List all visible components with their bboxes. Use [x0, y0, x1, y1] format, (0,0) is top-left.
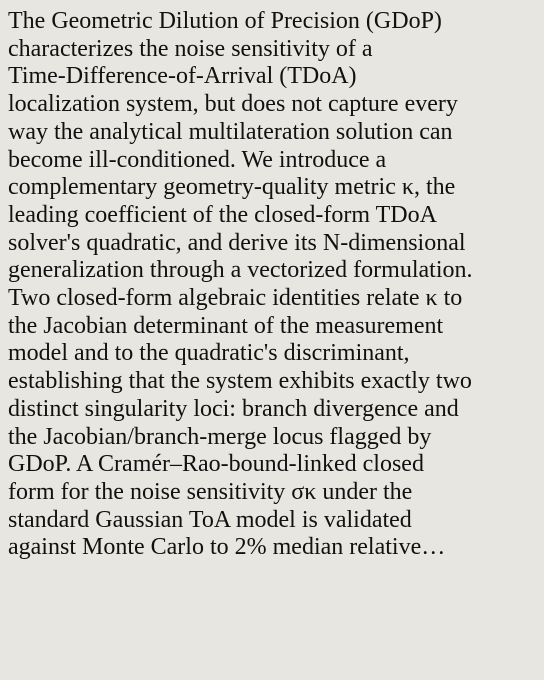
abstract-line: way the analytical multilateration solution can	[8, 118, 453, 145]
abstract-line: standard Gaussian ToA model is validated	[8, 506, 412, 533]
abstract-line: model and to the quadratic's discriminant,	[8, 340, 410, 367]
abstract-line: Two closed-form algebraic identities relate κ to	[8, 285, 463, 312]
abstract-paragraph	[8, 8, 544, 562]
abstract-line: establishing that the system exhibits exactly two	[8, 368, 472, 395]
abstract-line: the Jacobian determinant of the measurement	[8, 312, 444, 339]
abstract-line: the Jacobian/branch-merge locus flagged by	[8, 423, 432, 450]
abstract-line: complementary geometry-quality metric κ, the	[8, 174, 456, 201]
abstract-line: The Geometric Dilution of Precision (GDoP)	[8, 8, 442, 34]
abstract-line: localization system, but does not capture every	[8, 91, 458, 118]
abstract-line: GDoP. A Cramér–Rao-bound-linked closed	[8, 451, 424, 478]
abstract-line: leading coefficient of the closed-form TDoA	[8, 201, 437, 228]
abstract-line: become ill-conditioned. We introduce a	[8, 146, 387, 173]
abstract-line: solver's quadratic, and derive its N-dimensional	[8, 229, 466, 256]
abstract-line: generalization through a vectorized formulation.	[8, 257, 473, 284]
abstract-line: form for the noise sensitivity σκ under the	[8, 478, 413, 505]
abstract-line: Time-Difference-of-Arrival (TDoA)	[8, 63, 357, 90]
abstract-line: characterizes the noise sensitivity of a	[8, 35, 373, 62]
abstract-line: distinct singularity loci: branch divergence and	[8, 395, 459, 422]
abstract-line: against Monte Carlo to 2% median relative…	[8, 534, 446, 561]
